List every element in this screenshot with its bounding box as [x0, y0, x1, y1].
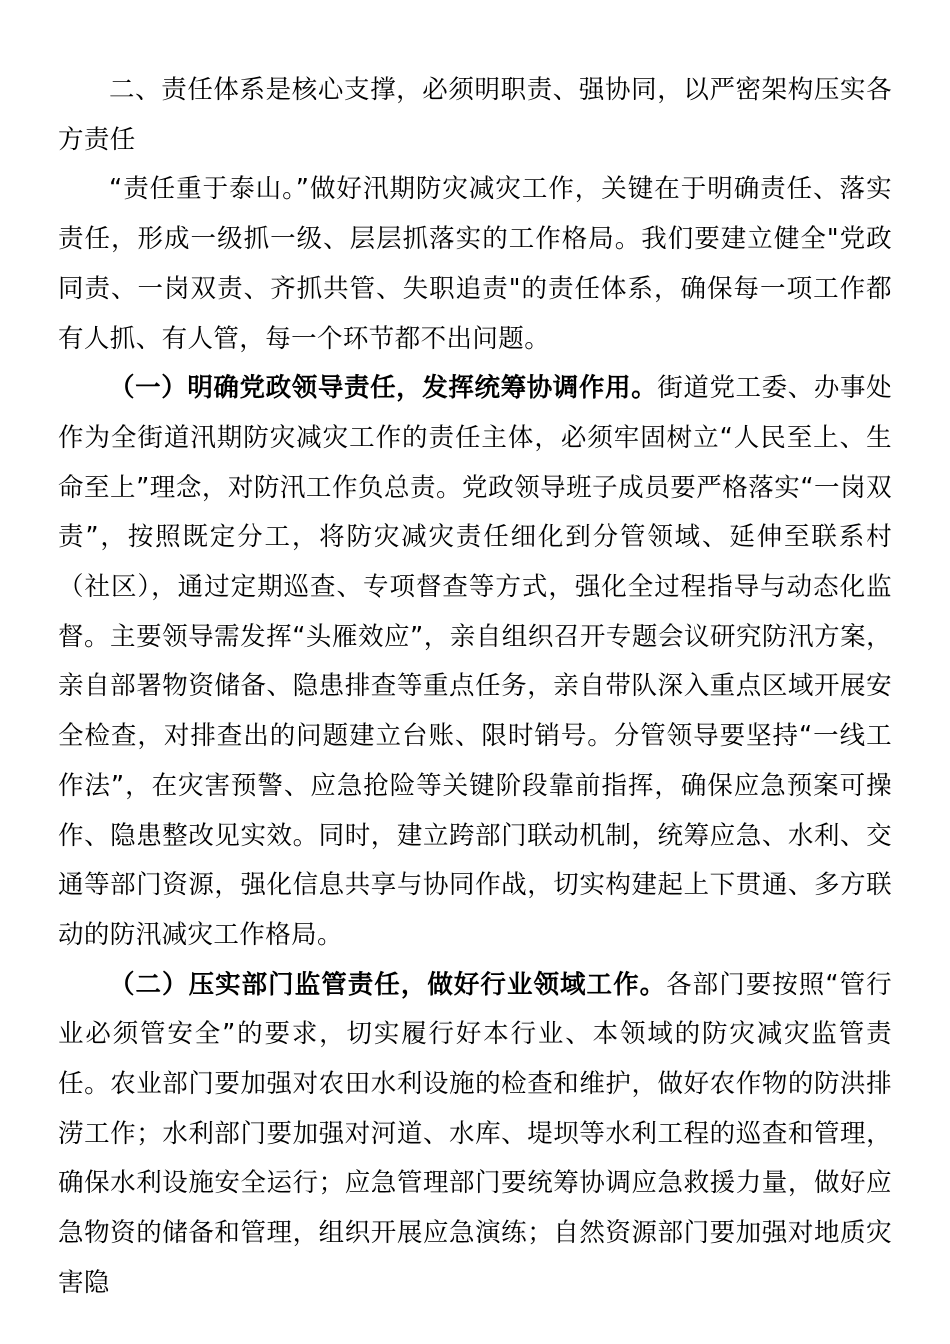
paragraph-text: 各部门要按照“管行业必须管安全”的要求，切实履行好本行业、本领域的防灾减灾监管责任。农业部门要加强对农田水利设施的检查和维护，做好农作物的防洪排涝工作；水利部门要加强对河道、水库、堤坝等水利工程的巡查和管理，确保水利设施安全运行；应急管理部门要统筹协调应急救援力量，做好应急物资的储备和管理，组织开展应急演练；自然资源部门要加强对地质灾害隐 [58, 969, 892, 1298]
subsection-title: （一）明确党政领导责任，发挥统筹协调作用。 [109, 373, 658, 404]
subsection-paragraph-1 [58, 364, 892, 960]
intro-paragraph [58, 165, 892, 364]
section-heading [58, 66, 892, 165]
paragraph-text: “责任重于泰山。”做好汛期防灾减灾工作，关键在于明确责任、落实责任，形成一级抓一级、层层抓落实的工作格局。我们要建立健全"党政同责、一岗双责、齐抓共管、失职追责"的责任体系，确保每一项工作都有人抓、有人管，每一个环节都不出问题。 [58, 174, 892, 354]
subsection-title: （二）压实部门监管责任，做好行业领域工作。 [109, 969, 667, 1000]
subsection-paragraph-2 [58, 961, 892, 1309]
document-page [58, 66, 892, 1309]
paragraph-text: 二、责任体系是核心支撑，必须明职责、强协同，以严密架构压实各方责任 [58, 75, 892, 155]
paragraph-text: 街道党工委、办事处作为全街道汛期防灾减灾工作的责任主体，必须牢固树立“人民至上、生命至上”理念，对防汛工作负总责。党政领导班子成员要严格落实“一岗双责”，按照既定分工，将防灾减灾责任细化到分管领域、延伸至联系村（社区），通过定期巡查、专项督查等方式，强化全过程指导与动态化监督。主要领导需发挥“头雁效应”，亲自组织召开专题会议研究防汛方案，亲自部署物资储备、隐患排查等重点任务，亲自带队深入重点区域开展安全检查，对排查出的问题建立台账、限时销号。分管领导要坚持“一线工作法”，在灾害预警、应急抢险等关键阶段靠前指挥，确保应急预案可操作、隐患整改见实效。同时，建立跨部门联动机制，统筹应急、水利、交通等部门资源，强化信息共享与协同作战，切实构建起上下贯通、多方联动的防汛减灾工作格局。 [58, 373, 892, 950]
